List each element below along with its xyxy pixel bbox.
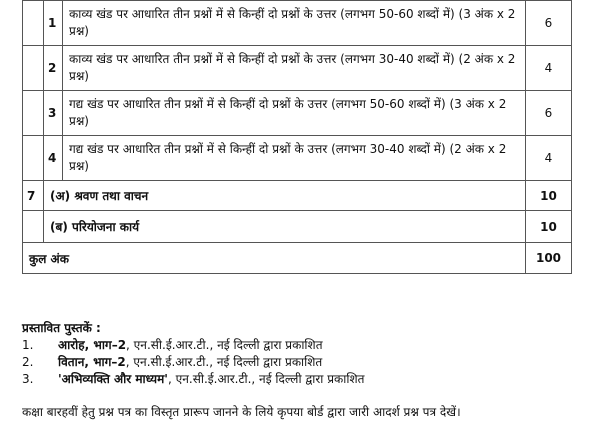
question-number: 3 — [44, 91, 63, 136]
blank-cell — [23, 211, 44, 243]
project-work-marks: 10 — [526, 211, 572, 243]
book-publisher: , एन.सी.ई.आर.टी., नई दिल्ली द्वारा प्रकाशित — [167, 372, 365, 386]
total-marks: 100 — [526, 243, 572, 274]
book-item — [22, 337, 364, 354]
table-row — [23, 211, 572, 243]
question-description: काव्य खंड पर आधारित तीन प्रश्नों में से किन्हीं दो प्रश्नों के उत्तर (लगभग 50-60 शब्दों में) (3 अंक x 2 प्रश्न) — [63, 1, 526, 46]
question-description: काव्य खंड पर आधारित तीन प्रश्नों में से किन्हीं दो प्रश्नों के उत्तर (लगभग 30-40 शब्दों में) (2 अंक x 2 प्रश्न) — [63, 46, 526, 91]
books-title: प्रस्तावित पुस्तकें : — [22, 321, 101, 335]
question-number: 1 — [44, 1, 63, 46]
listening-speaking-label: (अ) श्रवण तथा वाचन — [44, 181, 526, 211]
footer-note: कक्षा बारहवीं हेतु प्रश्न पत्र का विस्तृत प्रारूप जानने के लिये कृपया बोर्ड द्वारा जारी आदर्श प्रश्न पत्र देखें। — [22, 405, 461, 419]
question-description: गद्य खंड पर आधारित तीन प्रश्नों में से किन्हीं दो प्रश्नों के उत्तर (लगभग 30-40 शब्दों में) (2 अंक x 2 प्रश्न) — [63, 136, 526, 181]
total-label: कुल अंक — [23, 243, 526, 274]
blank-cell — [23, 91, 44, 136]
book-item — [22, 371, 364, 388]
question-number: 2 — [44, 46, 63, 91]
book-number: 1. — [22, 338, 34, 352]
book-publisher: , एन.सी.ई.आर.टी., नई दिल्ली द्वारा प्रकाशित — [126, 338, 323, 352]
book-name: वितान, भाग–2 — [58, 355, 126, 369]
question-marks: 6 — [526, 1, 572, 46]
book-item — [22, 354, 364, 371]
blank-cell — [23, 46, 44, 91]
question-number: 4 — [44, 136, 63, 181]
total-row — [23, 243, 572, 274]
question-marks: 4 — [526, 46, 572, 91]
blank-cell — [23, 136, 44, 181]
question-marks: 6 — [526, 91, 572, 136]
suggested-books — [22, 320, 364, 388]
table-row — [23, 46, 572, 91]
book-name: 'अभिव्यक्ति और माध्यम' — [58, 372, 168, 386]
marks-table — [22, 0, 572, 274]
blank-cell — [23, 1, 44, 46]
book-name: आरोह, भाग–2 — [58, 338, 127, 352]
table-row — [23, 181, 572, 211]
book-number: 3. — [22, 372, 34, 386]
question-description: गद्य खंड पर आधारित तीन प्रश्नों में से किन्हीं दो प्रश्नों के उत्तर (लगभग 50-60 शब्दों में) (3 अंक x 2 प्रश्न) — [63, 91, 526, 136]
project-work-label: (ब) परियोजना कार्य — [44, 211, 526, 243]
question-marks: 4 — [526, 136, 572, 181]
table-row — [23, 136, 572, 181]
section-number: 7 — [23, 181, 44, 211]
table-row — [23, 91, 572, 136]
book-publisher: , एन.सी.ई.आर.टी., नई दिल्ली द्वारा प्रकाशित — [125, 355, 323, 369]
table-row — [23, 1, 572, 46]
book-number: 2. — [22, 355, 34, 369]
listening-speaking-marks: 10 — [526, 181, 572, 211]
